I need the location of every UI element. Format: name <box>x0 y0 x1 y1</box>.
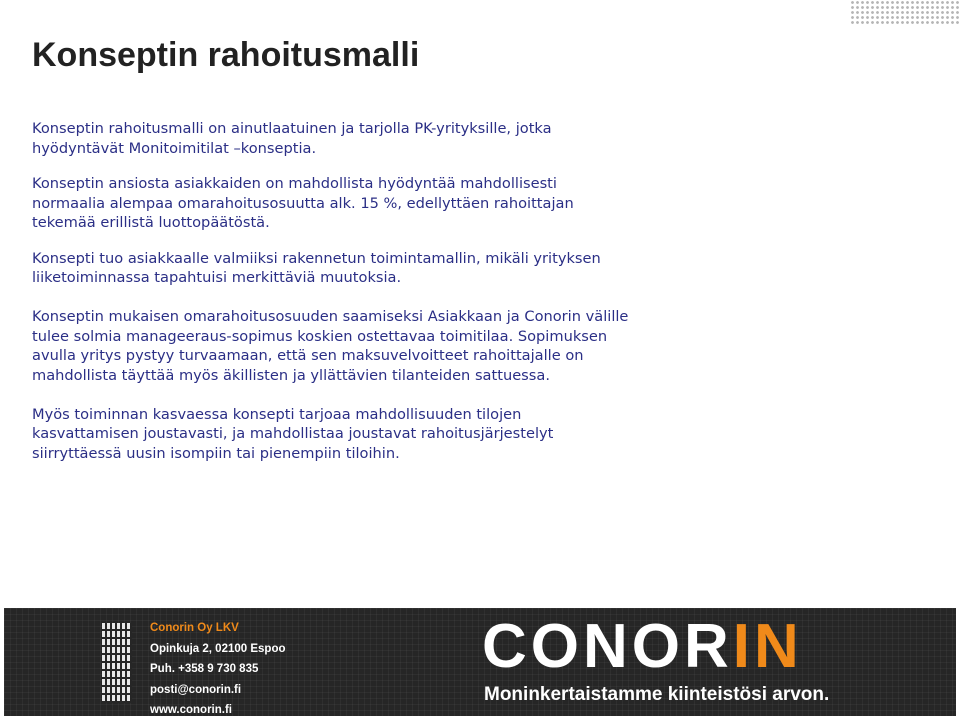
paragraph-2: Konseptin ansiosta asiakkaiden on mahdollista hyödyntää mahdollisesti normaalia alempaa omarahoitusosuutta alk. 15 %, edellyttäen rahoittajan tekemää erillistä luottopäätöstä. <box>32 175 574 231</box>
body-text <box>32 119 632 483</box>
corner-dot-pattern <box>850 0 960 26</box>
paragraph-4: Konseptin mukaisen omarahoitusosuuden saamiseksi Asiakkaan ja Conorin välille tulee solmia manageeraus-sopimus koskien ostettavaa toimitilaa. Sopimuksen avulla yritys pystyy turvaamaan, että sen maksuvelvoitteet rahoittajalle on mahdollista täyttää myös äkillisten ja yllättävien tilanteiden sattuessa. <box>32 308 629 384</box>
company-name: Conorin Oy LKV <box>150 622 239 634</box>
paragraph-3: Konsepti tuo asiakkaalle valmiiksi rakennetun toimintamallin, mikäli yrityksen liiketoiminnassa tapahtuisi merkittäviä muutoksia. <box>32 249 601 286</box>
logo-main-text: CONOR <box>482 612 733 681</box>
website-link[interactable]: www.conorin.fi <box>150 704 232 716</box>
paragraph-5: Myös toiminnan kasvaessa konsepti tarjoaa mahdollisuuden tilojen kasvattamisen joustavasti, ja mahdollistaa joustavat rahoitusjärjestelyt siirryttäessä uusin isompiin tai pienempiin tiloihin. <box>32 405 554 462</box>
logo-accent-text: IN <box>732 612 803 681</box>
paragraph-1: Konseptin rahoitusmalli on ainutlaatuinen ja tarjolla PK-yrityksille, jotka hyödyntävät Monitoimitilat –konseptia. <box>32 120 552 157</box>
phone: Puh. +358 9 730 835 <box>150 663 259 675</box>
page-title: Konseptin rahoitusmalli <box>32 36 420 74</box>
slogan: Moninkertaistamme kiinteistösi arvon. <box>484 684 830 705</box>
conorin-logo <box>482 612 803 682</box>
footer-banner <box>4 608 956 716</box>
contact-info <box>150 618 286 716</box>
address: Opinkuja 2, 02100 Espoo <box>150 642 286 655</box>
building-grid-icon <box>102 623 132 703</box>
email-link[interactable]: posti@conorin.fi <box>150 683 242 696</box>
